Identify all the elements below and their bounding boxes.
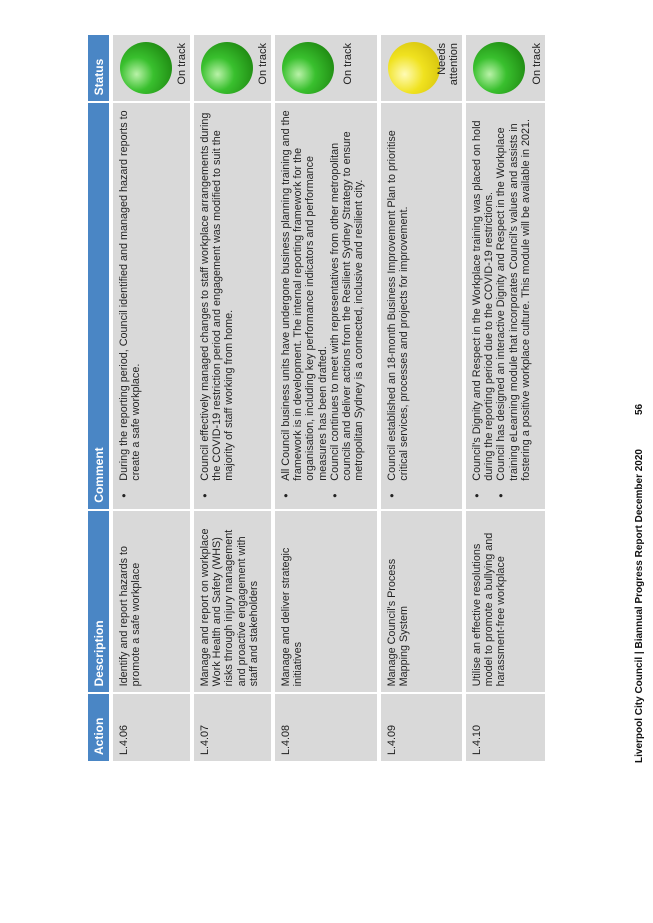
- status-label: Needs attention: [436, 43, 460, 86]
- status-label: On track: [531, 43, 543, 85]
- comment-bullet: • Council effectively managed changes to staff workplace arrangements during the COVID-19 restriction period and engagement was modified to suit the majority of staff working from home.: [199, 109, 236, 502]
- table-row: [462, 35, 545, 761]
- comment-cell: [109, 101, 190, 508]
- description-cell: Manage Council's Process Mapping System: [377, 509, 462, 693]
- status-label: On track: [342, 43, 354, 85]
- green-light-icon: [201, 42, 253, 94]
- status-cell: [271, 35, 377, 101]
- status-cell: [462, 35, 545, 101]
- description-cell: Manage and deliver strategic initiatives: [271, 509, 377, 693]
- table-row: [377, 35, 462, 761]
- action-code: L.4.07: [190, 692, 271, 761]
- comment-cell: [271, 101, 377, 508]
- status-label: On track: [257, 43, 269, 85]
- action-code: L.4.10: [462, 692, 545, 761]
- comment-bullet: • During the reporting period, Council identified and managed hazard reports to create a safe workplace.: [118, 109, 142, 502]
- header-action: Action: [88, 692, 109, 761]
- green-light-icon: [282, 42, 334, 94]
- comment-bullet: • Council established an 18-month Business Improvement Plan to prioritise critical services, processes and projects for improvement.: [386, 109, 410, 502]
- comment-cell: [190, 101, 271, 508]
- comment-bullet: • Council's Dignity and Respect in the Workplace training was placed on hold during the reporting period due to the COVID-19 restrictions.: [471, 109, 495, 502]
- comment-bullet: • Council continues to meet with representatives from other metropolitan councils and deliver actions from the Resilient Sydney Strategy to ensure metropolitan Sydney is a connected, inclusive and resilient city.: [329, 109, 366, 502]
- header-status: Status: [88, 35, 109, 101]
- action-code: L.4.08: [271, 692, 377, 761]
- header-comment: Comment: [88, 101, 109, 508]
- status-label: On track: [176, 43, 188, 85]
- description-cell: Utilise an effective resolutions model to promote a bullying and harassment-free workplace: [462, 509, 545, 693]
- comment-bullet: • All Council business units have undergone business planning training and the framework is in development. The internal reporting framework for the organisation, including key performance indicators and performance measures has been drafted.: [280, 109, 329, 502]
- comment-bullet: • Council has designed an interactive Dignity and Respect in the Workplace training eLearning module that incorporates Council's values and assists in fostering a positive workplace culture. This module will be available in 2021.: [495, 109, 532, 502]
- table-row: [190, 35, 271, 761]
- status-cell: [109, 35, 190, 101]
- description-cell: Manage and report on workplace Work Health and Safety (WHS) risks through injury management and proactive engagement with staff and stakeholders: [190, 509, 271, 693]
- comment-cell: [462, 101, 545, 508]
- report-footer: Liverpool City Council | Biannual Progress Report December 2020: [634, 449, 645, 763]
- status-cell: [190, 35, 271, 101]
- action-code: L.4.09: [377, 692, 462, 761]
- status-cell: [377, 35, 462, 101]
- green-light-icon: [120, 42, 172, 94]
- page-number: 56: [634, 403, 645, 415]
- green-light-icon: [473, 42, 525, 94]
- table-row: [271, 35, 377, 761]
- description-cell: Identify and report hazards to promote a safe workplace: [109, 509, 190, 693]
- action-code: L.4.06: [109, 692, 190, 761]
- comment-cell: [377, 101, 462, 508]
- header-description: Description: [88, 509, 109, 693]
- yellow-light-icon: [388, 42, 440, 94]
- table-row: [109, 35, 190, 761]
- header-row: [88, 35, 109, 761]
- progress-table: [88, 35, 545, 761]
